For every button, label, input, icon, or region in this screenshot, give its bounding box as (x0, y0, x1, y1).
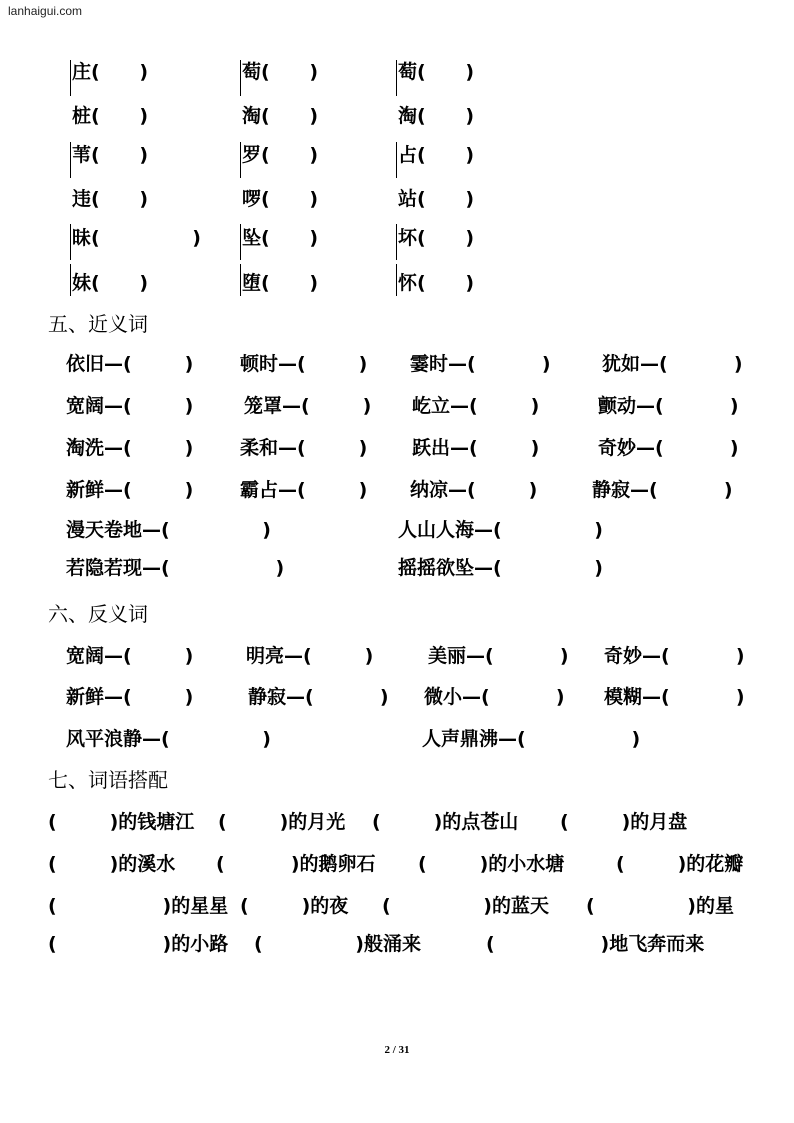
char-item: 庄( ) (72, 61, 149, 83)
phrase-item: ( )的小路 (48, 933, 229, 955)
word-item: 宽阔—( ) (66, 395, 194, 417)
phrase-item: ( )的夜 (240, 895, 349, 917)
word-item: 霎时—( ) (410, 353, 551, 375)
word-item: 若隐若现—( ) (66, 557, 285, 579)
phrase-item: ( )的星星 (48, 895, 229, 917)
phrase-item: ( )般涌来 (254, 933, 421, 955)
word-item: 人声鼎沸—( ) (422, 728, 641, 750)
word-item: 纳凉—( ) (410, 479, 538, 501)
phrase-item: ( )的溪水 (48, 853, 176, 875)
char-item: 坠( ) (242, 227, 319, 249)
word-item: 屹立—( ) (412, 395, 540, 417)
char-item: 站( ) (398, 188, 475, 210)
phrase-item: ( )的钱塘江 (48, 811, 195, 833)
word-item: 人山人海—( ) (398, 519, 603, 541)
phrase-item: ( )地飞奔而来 (486, 933, 705, 955)
char-item: 苇( ) (72, 144, 149, 166)
word-item: 模糊—( ) (604, 686, 745, 708)
char-item: 桩( ) (72, 105, 149, 127)
char-item: 萄( ) (398, 61, 475, 83)
char-item: 堕( ) (242, 272, 319, 294)
char-item: 淘( ) (242, 105, 319, 127)
section-title: 七、词语搭配 (48, 768, 168, 792)
word-item: 笼罩—( ) (244, 395, 372, 417)
char-item: 违( ) (72, 188, 149, 210)
word-item: 奇妙—( ) (604, 645, 745, 667)
page-number: 2 / 31 (384, 1044, 410, 1056)
word-item: 依旧—( ) (66, 353, 194, 375)
word-item: 奇妙—( ) (598, 437, 739, 459)
word-item: 美丽—( ) (428, 645, 569, 667)
char-item: 坏( ) (398, 227, 475, 249)
char-item: 昧( ) (72, 227, 201, 249)
word-item: 顿时—( ) (240, 353, 368, 375)
phrase-item: ( )的蓝天 (382, 895, 549, 917)
word-item: 新鲜—( ) (66, 479, 194, 501)
word-item: 淘洗—( ) (66, 437, 194, 459)
phrase-item: ( )的小水塘 (418, 853, 565, 875)
phrase-item: ( )的月光 (218, 811, 346, 833)
word-item: 新鲜—( ) (66, 686, 194, 708)
phrase-item: ( )的星 (586, 895, 734, 917)
phrase-item: ( )的月盘 (560, 811, 688, 833)
word-item: 柔和—( ) (240, 437, 368, 459)
word-item: 跃出—( ) (412, 437, 540, 459)
char-item: 占( ) (398, 144, 475, 166)
char-item: 罗( ) (242, 144, 319, 166)
word-item: 霸占—( ) (240, 479, 368, 501)
char-item: 啰( ) (242, 188, 319, 210)
word-item: 宽阔—( ) (66, 645, 194, 667)
word-item: 风平浪静—( ) (66, 728, 271, 750)
word-item: 颤动—( ) (598, 395, 739, 417)
word-item: 犹如—( ) (602, 353, 743, 375)
word-item: 摇摇欲坠—( ) (398, 557, 603, 579)
word-item: 明亮—( ) (246, 645, 374, 667)
phrase-item: ( )的花瓣 (616, 853, 744, 875)
char-item: 淘( ) (398, 105, 475, 127)
phrase-item: ( )的鹅卵石 (216, 853, 376, 875)
char-item: 妹( ) (72, 272, 149, 294)
site-watermark: lanhaigui.com (8, 4, 83, 18)
section-title: 五、近义词 (48, 312, 148, 336)
char-item: 怀( ) (398, 272, 475, 294)
word-item: 静寂—( ) (592, 479, 733, 501)
section-title: 六、反义词 (48, 602, 148, 626)
word-item: 静寂—( ) (248, 686, 389, 708)
char-item: 萄( ) (242, 61, 319, 83)
phrase-item: ( )的点苍山 (372, 811, 519, 833)
word-item: 微小—( ) (424, 686, 565, 708)
word-item: 漫天卷地—( ) (66, 519, 271, 541)
